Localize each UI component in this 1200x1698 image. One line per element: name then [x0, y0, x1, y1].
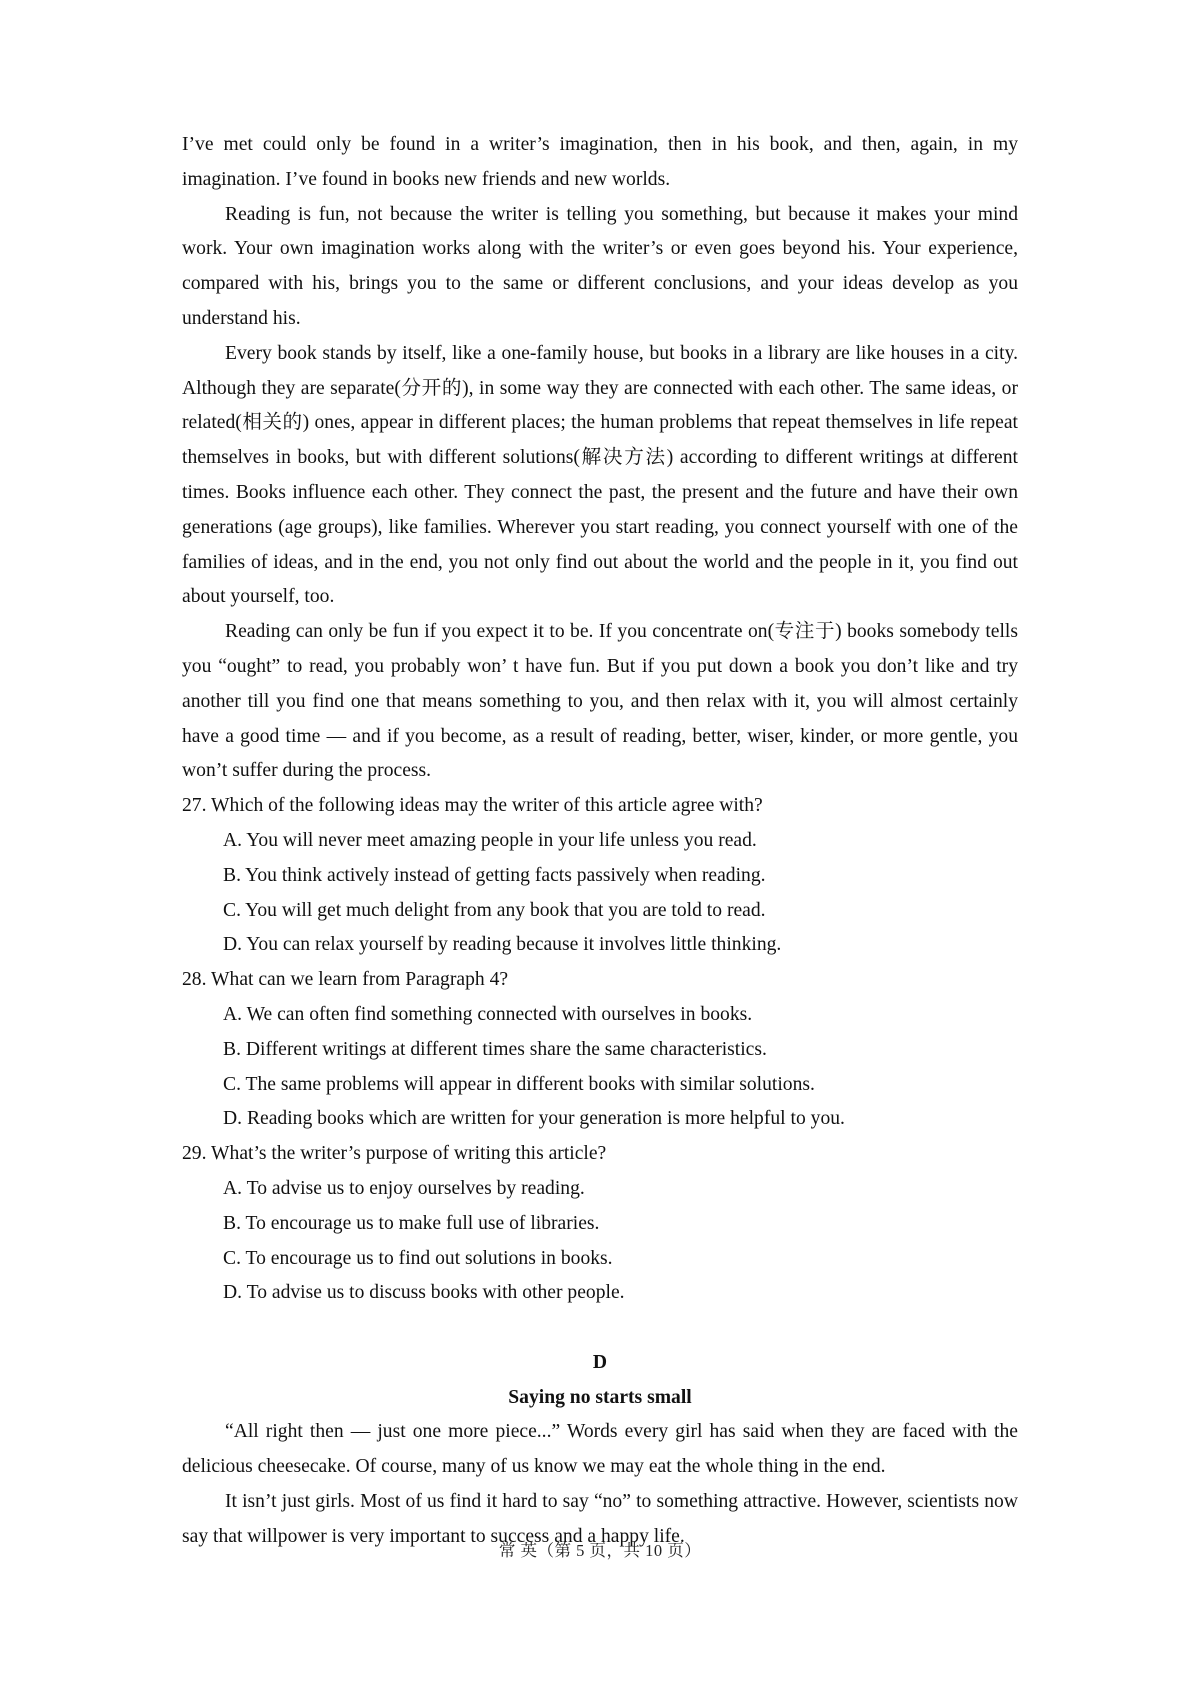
option-b: B. To encourage us to make full use of libraries.: [223, 1212, 600, 1234]
passage-d-paragraph: “All right then — just one more piece...” Words every girl has said when they are faced with the delicious cheesecake. Of course, many of us know we may eat the whole thing in the end.: [182, 1421, 1018, 1478]
option-c: C. To encourage us to find out solutions in books.: [223, 1247, 613, 1269]
option-a: A. To advise us to enjoy ourselves by reading.: [223, 1177, 585, 1199]
option-b: B. You think actively instead of getting facts passively when reading.: [223, 864, 766, 886]
option-c: C. The same problems will appear in different books with similar solutions.: [223, 1073, 815, 1095]
question-29: [182, 1137, 1018, 1311]
question-stem: 27. Which of the following ideas may the writer of this article agree with?: [182, 795, 763, 817]
passage-c-paragraph: Reading can only be fun if you expect it to be. If you concentrate on(专注于) books somebody tells you “ought” to read, you probably won’ t have fun. But if you put down a book you don’t like and try another till you find one that means something to you, and then relax with it, you will almost certainly have a good time — and if you become, as a result of reading, better, wiser, kinder, or more gentle, you won’t suffer during the process.: [182, 621, 1018, 782]
passage-d: [182, 1346, 1018, 1555]
section-spacer: [182, 1311, 1018, 1346]
option-a: A. We can often find something connected with ourselves in books.: [223, 1003, 753, 1025]
passage-c-paragraph: Reading is fun, not because the writer is telling you something, but because it makes your mind work. Your own imagination works along with the writer’s or even goes beyond his. Your experience, compared with his, brings you to the same or different conclusions, and your ideas develop as you understand his.: [182, 203, 1018, 329]
exam-page: [182, 128, 1018, 1555]
question-stem: 29. What’s the writer’s purpose of writing this article?: [182, 1143, 607, 1165]
passage-c: [182, 128, 1018, 789]
option-d: D. To advise us to discuss books with other people.: [223, 1282, 625, 1304]
section-letter: D: [592, 1351, 608, 1373]
page-footer: 常 英（第 5 页，共 10 页）: [498, 1541, 702, 1560]
question-27: [182, 789, 1018, 963]
option-d: D. You can relax yourself by reading because it involves little thinking.: [223, 934, 782, 956]
passage-c-paragraph: Every book stands by itself, like a one-family house, but books in a library are like houses in a city. Although they are separate(分开的), in some way they are connected with each other. The same ideas, or related(相关的) ones, appear in different places; the human problems that repeat themselves in life repeat themselves in books, but with different solutions(解决方法) according to different writings at different times. Books influence each other. They connect the past, the present and the future and have their own generations (age groups), like families. Wherever you start reading, you connect yourself with one of the families of ideas, and in the end, you not only find out about the world and the people in it, you find out about yourself, too.: [182, 342, 1018, 608]
option-d: D. Reading books which are written for your generation is more helpful to you.: [223, 1108, 845, 1130]
option-b: B. Different writings at different times share the same characteristics.: [223, 1038, 767, 1060]
option-c: C. You will get much delight from any book that you are told to read.: [223, 899, 766, 921]
question-28: [182, 963, 1018, 1137]
question-stem: 28. What can we learn from Paragraph 4?: [182, 969, 509, 991]
passage-d-paragraph: It isn’t just girls. Most of us find it hard to say “no” to something attractive. However, scientists now say that willpower is very important to success and a happy life.: [182, 1491, 1018, 1547]
option-a: A. You will never meet amazing people in your life unless you read.: [223, 829, 757, 851]
passage-c-paragraph-continued: I’ve met could only be found in a writer’s imagination, then in his book, and then, again, in my imagination. I’ve found in books new friends and new worlds.: [182, 134, 1018, 190]
passage-title: Saying no starts small: [508, 1386, 692, 1408]
